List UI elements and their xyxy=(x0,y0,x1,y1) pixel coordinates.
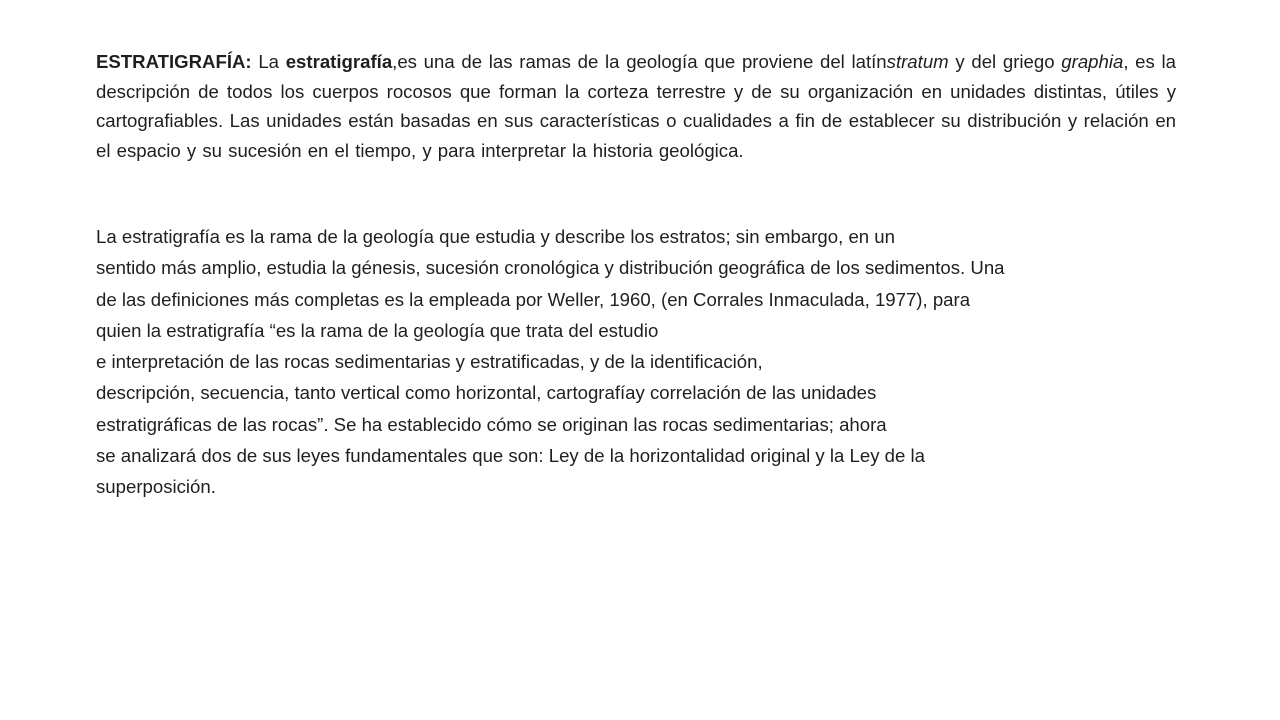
slide xyxy=(96,0,1176,720)
paragraph-line: sentido más amplio, estudia la génesis, sucesión cronológica y distribución geográfica de los sedimentos. Una xyxy=(96,257,1005,279)
latin-term: stratum xyxy=(886,51,949,72)
paragraph-line: La estratigrafía es la rama de la geología que estudia y describe los estratos; sin embargo, en un xyxy=(96,226,895,247)
description-paragraph xyxy=(96,221,1186,503)
paragraph-line: quien la estratigrafía “es la rama de la geología que trata del estudio xyxy=(96,319,659,341)
text-segment: La xyxy=(251,51,286,72)
text-segment: y del griego xyxy=(948,51,1062,72)
paragraph-line: de las definiciones más completas es la empleada por Weller, 1960, (en Corrales Inmaculada, 1977), para xyxy=(96,288,971,310)
paragraph-line: estratigráficas de las rocas”. Se ha establecido cómo se originan las rocas sedimentarias; ahora xyxy=(96,413,887,435)
greek-term: graphia xyxy=(1061,51,1124,72)
definition-paragraph xyxy=(96,47,1176,165)
text-segment: ,es una de las ramas de la geología que proviene del latín xyxy=(392,51,887,72)
heading-term: ESTRATIGRAFÍA: xyxy=(96,51,252,72)
bold-term: estratigrafía xyxy=(285,51,393,72)
paragraph-line: descripción, secuencia, tanto vertical como horizontal, cartografíay correlación de las unidades xyxy=(96,382,877,404)
paragraph-line: superposición. xyxy=(96,476,216,498)
paragraph-line: e interpretación de las rocas sedimentarias y estratificadas, y de la identificación, xyxy=(96,351,763,373)
paragraph-line: se analizará dos de sus leyes fundamentales que son: Ley de la horizontalidad original y la Ley de la xyxy=(96,445,925,467)
text-segment: , es la descripción de todos los cuerpos rocosos que forman la corteza terrestre y de su organización en unidades distintas, útiles y cartografiables. Las unidades están basadas en sus características o cualidades a fin de establecer su distribución y relación en el espacio y su sucesión en el tiempo, y para interpretar la historia geológica. xyxy=(96,51,1176,161)
